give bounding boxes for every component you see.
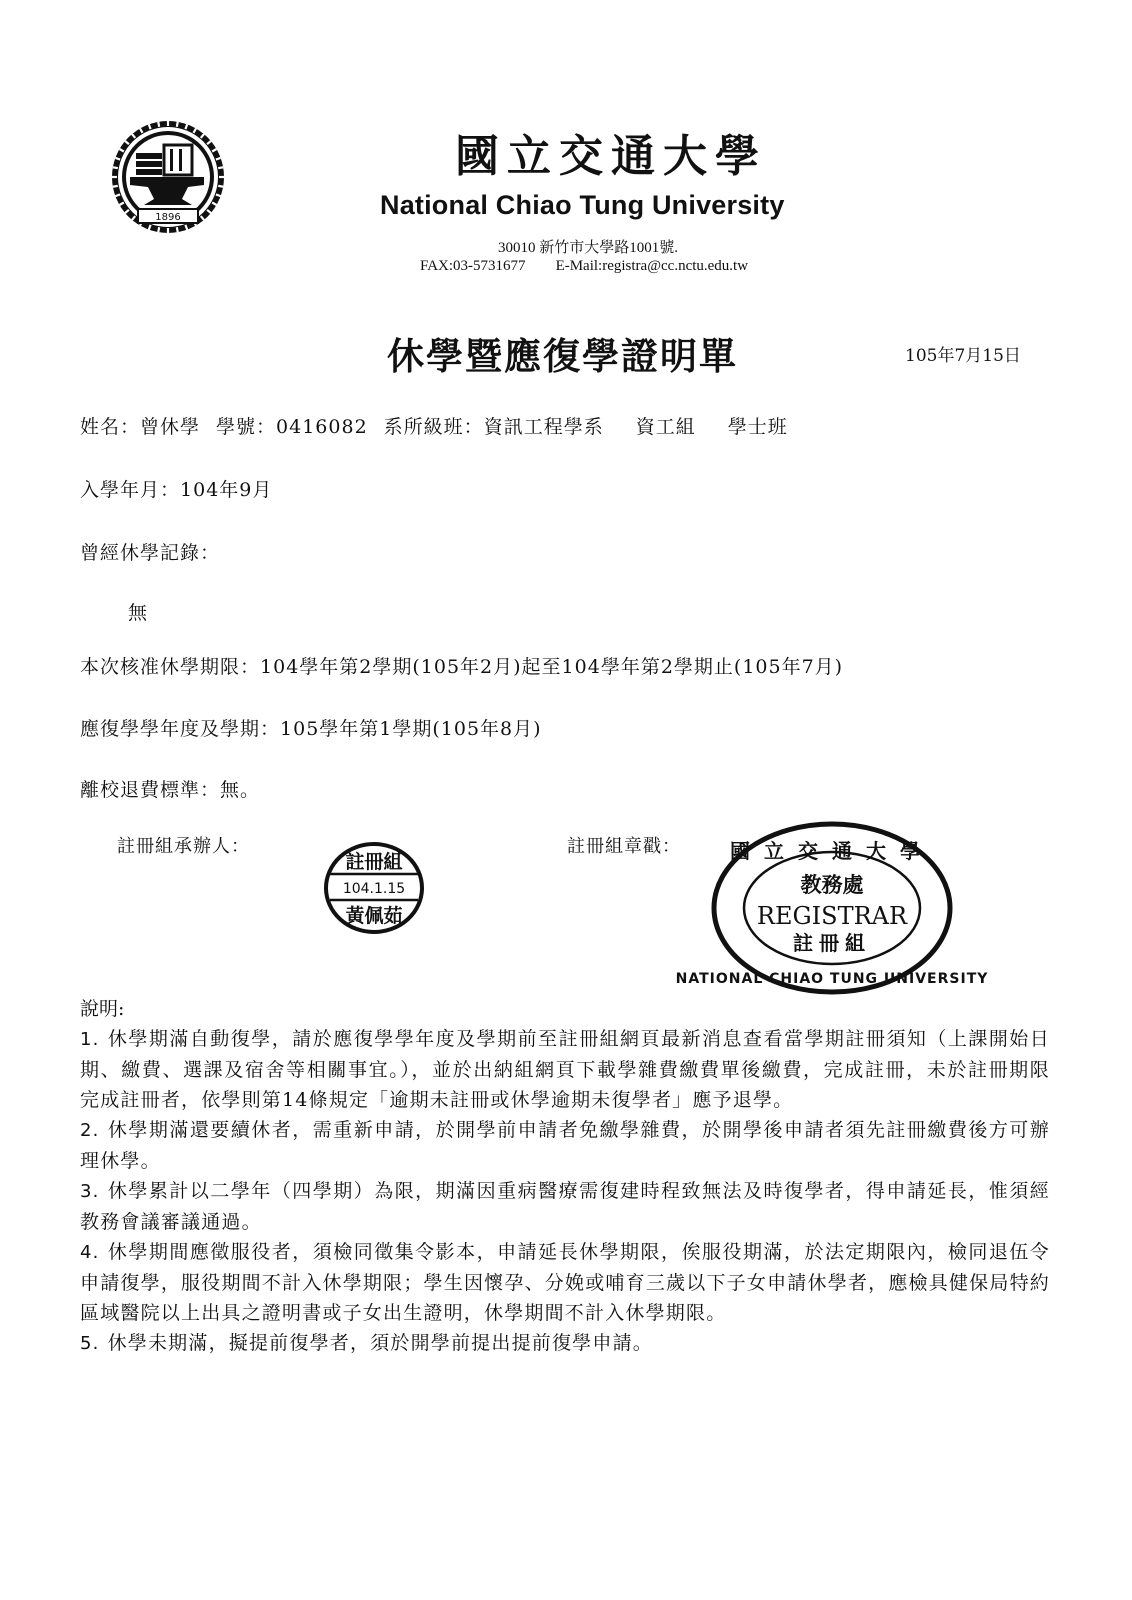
refund-value: 無。 [220, 779, 261, 801]
student-id: 0416082 [276, 416, 368, 438]
university-seal-logo [108, 115, 228, 250]
university-name-chinese: 國立交通大學 [455, 131, 767, 182]
svg-text:黃佩茹: 黃佩茹 [345, 905, 403, 927]
svg-text:註冊組: 註冊組 [345, 851, 403, 873]
svg-text:REGISTRAR: REGISTRAR [756, 902, 908, 930]
note-text: 休學期間應徵服役者，須檢同徵集令影本，申請延長休學期限，俟服役期滿，於法定期限內，檢同退伍令申請復學，服役期間不計入休學期限；學生因懷孕、分娩或哺育三歲以下子女申請休學者，應檢具健保局特約區域醫院以上出具之證明書或子女出生證明，休學期間不計入休學期限。 [80, 1241, 1050, 1324]
note-number: 3. [80, 1181, 100, 1202]
handler-stamp [322, 838, 427, 938]
return-term-line [80, 714, 542, 741]
return-label: 應復學學年度及學期： [80, 718, 281, 740]
contact-line [420, 258, 778, 275]
notes-list [80, 1024, 1050, 1359]
note-text: 休學期滿自動復學，請於應復學學年度及學期前至註冊組網頁最新消息查看當學期註冊須知（上課開始日期、繳費、選課及宿舍等相關事宜。），並於出納組網頁下載學雜費繳費單後繳費，完成註冊，未於註冊期限完成註冊者，依學則第14條規定「逾期未註冊或休學逾期未復學者」應予退學。 [80, 1028, 1050, 1111]
student-info-line [80, 412, 788, 439]
program: 學士班 [727, 416, 788, 438]
note-number: 5. [80, 1333, 100, 1354]
student-name: 曾休學 [140, 416, 201, 438]
class-label: 系所級班： [383, 416, 484, 438]
document-date: 105年7月15日 [905, 346, 1021, 366]
note-item [80, 1237, 1050, 1328]
note-text: 休學未期滿，擬提前復學者，須於開學前提出提前復學申請。 [107, 1332, 653, 1354]
enroll-label: 入學年月： [80, 479, 181, 501]
group: 資工組 [635, 416, 696, 438]
svg-text:1896: 1896 [155, 212, 181, 223]
notes-heading: 說明: [80, 998, 125, 1020]
note-item [80, 1328, 1050, 1359]
name-label: 姓名： [80, 416, 141, 438]
svg-text:國立交通大學: 國立交通大學 [730, 839, 934, 863]
handler-label: 註冊組承辦人： [117, 836, 250, 857]
fax-number: FAX:03-5731677 [420, 258, 526, 274]
history-value: 無 [128, 602, 149, 624]
approved-value: 104學年第2學期(105年2月)起至104學年第2學期止(105年7月) [260, 656, 844, 678]
university-name-english: National Chiao Tung University [380, 190, 785, 220]
note-number: 1. [80, 1029, 100, 1050]
approved-period-line [80, 652, 843, 679]
registrar-office-stamp [675, 820, 989, 995]
note-item [80, 1176, 1050, 1237]
note-text: 休學期滿還要續休者，需重新申請，於開學前申請者免繳學雜費，於開學後申請者須先註冊繳費後方可辦理休學。 [80, 1119, 1050, 1172]
note-number: 2. [80, 1120, 100, 1141]
refund-line [80, 775, 260, 802]
student-id-label: 學號： [216, 416, 277, 438]
refund-label: 離校退費標準： [80, 779, 221, 801]
enroll-date: 104年9月 [180, 479, 273, 501]
seal-label: 註冊組章戳： [567, 836, 681, 857]
svg-text:NATIONAL CHIAO TUNG UNIVERSITY: NATIONAL CHIAO TUNG UNIVERSITY [675, 971, 989, 987]
svg-text:104.1.15: 104.1.15 [342, 881, 406, 897]
enrollment-line [80, 475, 272, 502]
document-title: 休學暨應復學證明單 [387, 334, 738, 378]
return-value: 105學年第1學期(105年8月) [280, 718, 542, 740]
note-item [80, 1115, 1050, 1176]
history-label: 曾經休學記錄： [80, 542, 221, 564]
email-address: E-Mail:registra@cc.nctu.edu.tw [555, 258, 749, 274]
note-item [80, 1024, 1050, 1115]
svg-text:註冊組: 註冊組 [793, 931, 871, 955]
note-text: 休學累計以二學年（四學期）為限，期滿因重病醫療需復建時程致無法及時復學者，得申請延長，惟須經教務會議審議通過。 [80, 1180, 1050, 1233]
svg-text:教務處: 教務處 [800, 872, 864, 897]
university-address: 30010 新竹市大學路1001號. [498, 240, 679, 256]
note-number: 4. [80, 1242, 100, 1263]
department: 資訊工程學系 [483, 416, 604, 438]
approved-label: 本次核准休學期限： [80, 656, 261, 678]
